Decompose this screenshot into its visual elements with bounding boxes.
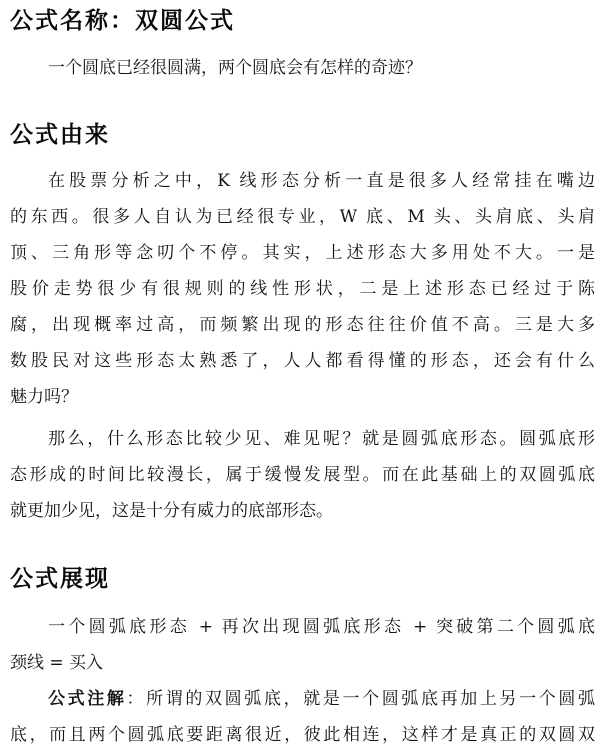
origin-line-4: 股价走势很少有很规则的线性形状，二是上述形态已经过于陈 [10,279,595,299]
origin-line-8: 那么，什么形态比较少见、难见呢？就是圆弧底形态。圆弧底形 [48,429,595,449]
origin-line-7: 魅力吗？ [10,387,78,407]
formula-name-heading: 公式名称：双圆公式 [10,8,235,34]
formula-note-text: ：所谓的双圆弧底，就是一个圆弧底再加上另一个圆弧 [126,689,596,709]
formula-note-label: 公式注解 [48,689,127,709]
origin-line-9: 态形成的时间比较漫长，属于缓慢发展型。而在此基础上的双圆弧底 [10,465,595,485]
origin-line-5: 腐，出现概率过高，而频繁出现的形态往往价值不高。三是大多 [10,315,595,335]
formula-expression-line-1: 一个圆弧底形态 + 再次出现圆弧底形态 + 突破第二个圆弧底 [48,617,595,637]
formula-expression-line-2: 颈线 = 买入 [10,653,104,673]
formula-display-heading: 公式展现 [10,566,110,592]
origin-line-3: 顶、三角形等念叨个不停。其实，上述形态大多用处不大。一是 [10,243,595,263]
origin-line-2: 的东西。很多人自认为已经很专业，W 底、M 头、头肩底、头肩 [10,207,595,227]
origin-line-1: 在股票分析之中，K 线形态分析一直是很多人经常挂在嘴边 [48,171,595,191]
origin-line-10: 就更加少见，这是十分有威力的底部形态。 [10,501,333,521]
formula-note-line-1 [48,688,595,710]
formula-origin-heading: 公式由来 [10,122,110,148]
origin-line-6: 数股民对这些形态太熟悉了，人人都看得懂的形态，还会有什么 [10,351,595,371]
formula-intro: 一个圆底已经很圆满，两个圆底会有怎样的奇迹？ [48,58,422,78]
formula-note-line-2: 底，而且两个圆弧底要距离很近，彼此相连，这样才是真正的双圆双 [10,725,595,745]
